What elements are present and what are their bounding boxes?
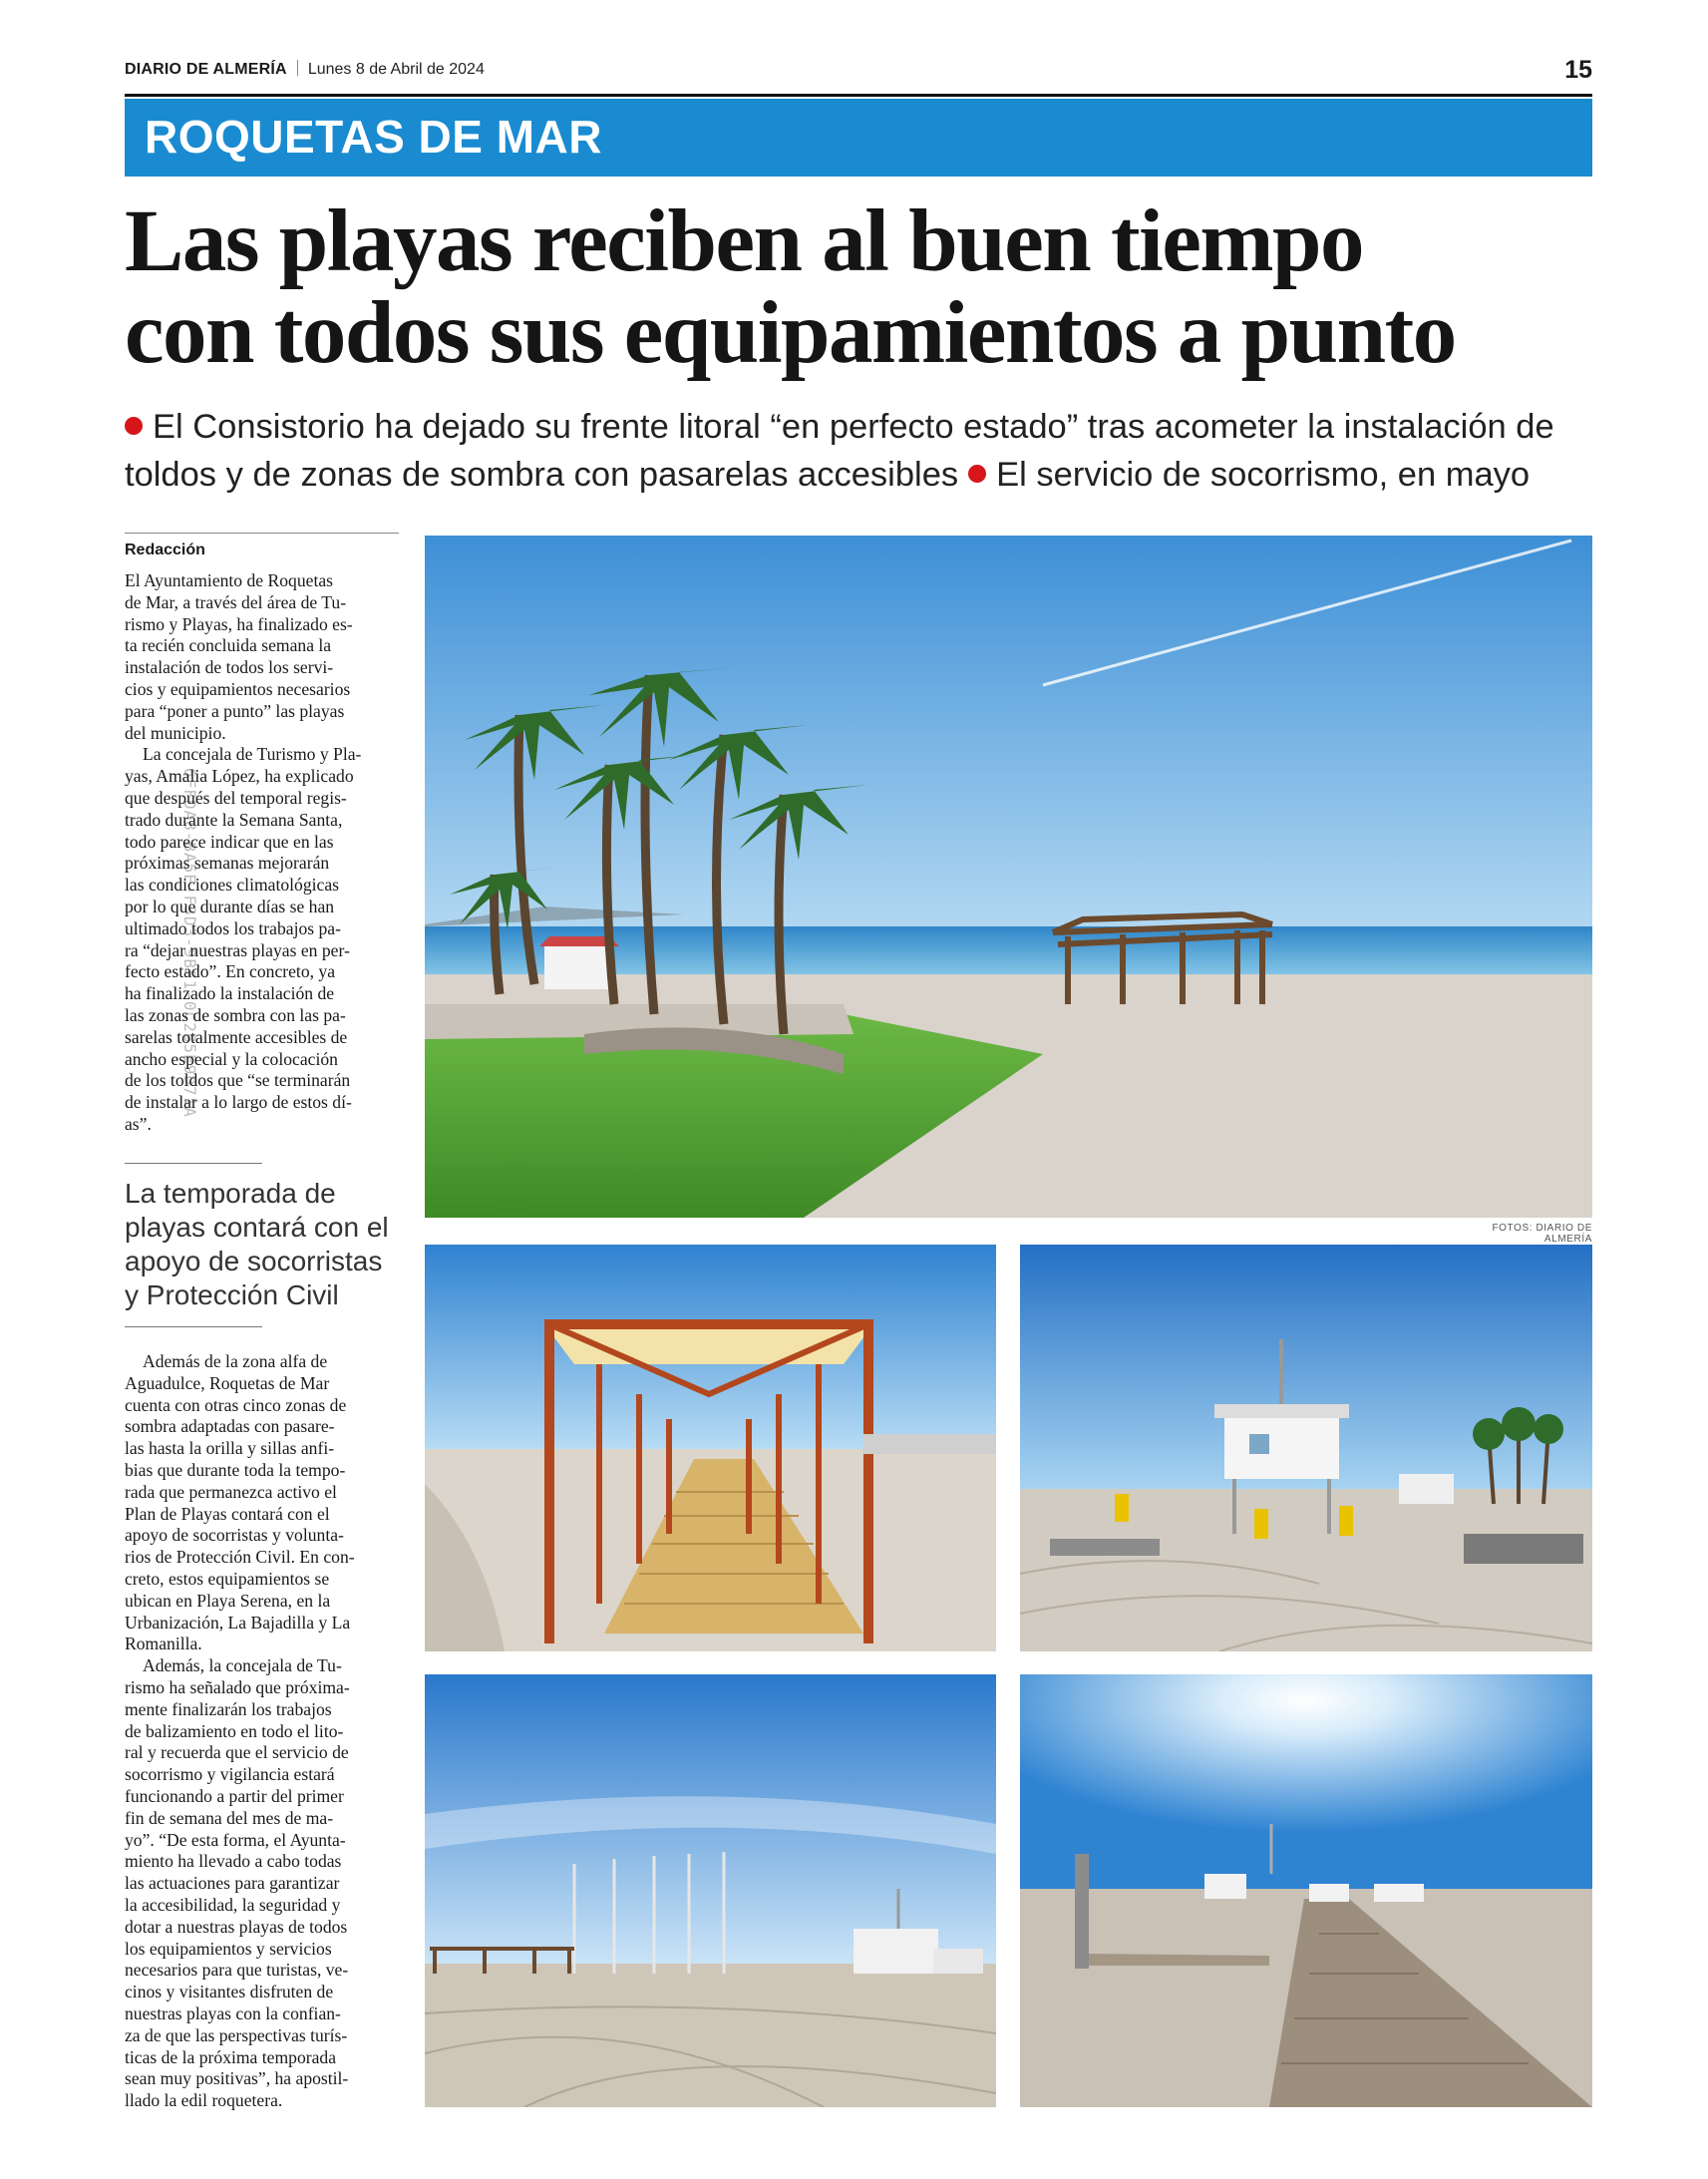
- text-line: ancho especial y la colocación: [125, 1048, 338, 1069]
- text-line: Urbanización, La Bajadilla y La: [125, 1612, 351, 1633]
- subhead-part2: El servicio de socorrismo, en mayo: [996, 456, 1531, 494]
- text-line: que después del temporal regis-: [125, 787, 347, 808]
- text-line: ta recién concluida semana la: [125, 635, 332, 656]
- text-line: cinos y visitantes disfruten de: [125, 1982, 334, 2002]
- text-line: Además de la zona alfa de: [143, 1351, 328, 1371]
- text-line: La concejala de Turismo y Pla-: [143, 744, 362, 765]
- text-line: de Mar, a través del área de Tu-: [125, 591, 347, 612]
- text-line: ubican en Playa Serena, en la: [125, 1590, 331, 1611]
- subhead-line-1: [125, 403, 1600, 451]
- text-line: cios y equipamientos necesarios: [125, 678, 351, 699]
- text-line: las zonas de sombra con las pa-: [125, 1004, 346, 1025]
- watermark: 6FFDA8-BA5E-F3D3-9BF1-0C2B5E9D71A: [180, 768, 199, 1118]
- byline-rule: [125, 533, 399, 534]
- newspaper-name: DIARIO DE ALMERÍA: [125, 61, 287, 78]
- text-line: las actuaciones para garantizar: [125, 1873, 340, 1894]
- text-line: apoyo de socorristas y volunta-: [125, 1525, 344, 1546]
- text-line: las condiciones climatológicas: [125, 875, 339, 896]
- pullquote-line: apoyo de socorristas: [125, 1246, 383, 1276]
- text-line: sarelas totalmente accesibles de: [125, 1026, 348, 1047]
- subhead-part1-line2: toldos y de zonas de sombra con pasarelas accesibles: [125, 456, 959, 494]
- text-line: la accesibilidad, la seguridad y: [125, 1894, 341, 1915]
- bullet-icon: [968, 465, 986, 483]
- section-title: ROQUETAS DE MAR: [145, 111, 602, 163]
- photo-beach-flagpoles: [425, 1674, 996, 2107]
- text-line: instalación de todos los servi-: [125, 657, 334, 678]
- text-line: fin de semana del mes de ma-: [125, 1807, 334, 1828]
- text-line: todo parece indicar que en las: [125, 831, 334, 852]
- text-line: las hasta la orilla y sillas anfi-: [125, 1438, 335, 1459]
- text-line: de balizamiento en todo el lito-: [125, 1720, 344, 1741]
- issue-date: Lunes 8 de Abril de 2024: [307, 61, 485, 78]
- text-line: sean muy positivas”, ha apostil-: [125, 2068, 349, 2089]
- text-line: los equipamientos y servicios: [125, 1938, 332, 1959]
- text-line: miento ha llevado a cabo todas: [125, 1851, 342, 1872]
- text-line: funcionando a partir del primer: [125, 1785, 344, 1806]
- text-line: ha finalizado la instalación de: [125, 983, 335, 1004]
- text-line: socorrismo y vigilancia estará: [125, 1764, 335, 1785]
- text-line: creto, estos equipamientos se: [125, 1568, 330, 1589]
- photo-credit: FOTOS: DIARIO DE ALMERÍA: [1492, 1223, 1592, 1245]
- text-line: Aguadulce, Roquetas de Mar: [125, 1372, 330, 1393]
- section-banner: [125, 99, 1592, 177]
- text-line: ultimado todos los trabajos pa-: [125, 917, 341, 938]
- text-line: El Ayuntamiento de Roquetas: [125, 570, 333, 590]
- photo-beach-palms: [425, 536, 1592, 1218]
- headline: [125, 192, 1600, 382]
- text-line: trado durante la Semana Santa,: [125, 809, 343, 830]
- subheadline: [125, 403, 1600, 499]
- pullquote-line: La temporada de: [125, 1178, 336, 1209]
- text-line: bias que durante toda la tempo-: [125, 1459, 346, 1480]
- headline-line-1: Las playas reciben al buen tiempo: [125, 192, 1363, 290]
- text-line: ticas de la próxima temporada: [125, 2046, 337, 2067]
- text-line: necesarios para que turistas, ve-: [125, 1960, 349, 1981]
- text-line: Plan de Playas contará con el: [125, 1503, 330, 1524]
- headline-line-2: con todos sus equipamientos a punto: [125, 284, 1456, 382]
- text-line: llado la edil roquetera.: [125, 2090, 283, 2111]
- text-line: rismo ha señalado que próxima-: [125, 1676, 350, 1697]
- text-line: mente finalizarán los trabajos: [125, 1698, 332, 1719]
- photo-boardwalk: [1020, 1674, 1592, 2107]
- body-paragraphs-1: [125, 570, 399, 1136]
- text-line: cuenta con otras cinco zonas de: [125, 1394, 347, 1415]
- text-line: za de que las perspectivas turís-: [125, 2024, 348, 2045]
- text-line: Además, la concejala de Tu-: [143, 1655, 342, 1676]
- text-line: rios de Protección Civil. En con-: [125, 1547, 355, 1568]
- header-rule: [125, 94, 1592, 97]
- subhead-part1-line1: El Consistorio ha dejado su frente litoral “en perfecto estado” tras acometer la instalación de: [153, 408, 1554, 446]
- text-line: para “poner a punto” las playas: [125, 700, 345, 721]
- text-line: fecto estado”. En concreto, ya: [125, 961, 336, 982]
- text-line: nuestras playas con la confian-: [125, 2002, 341, 2023]
- pullquote-rule-top: [125, 1163, 262, 1164]
- text-line: yas, Amalia López, ha explicado: [125, 766, 354, 787]
- text-line: yo”. “De esta forma, el Ayunta-: [125, 1829, 346, 1850]
- text-line: de los toldos que “se terminarán: [125, 1070, 351, 1091]
- text-line: de instalar a lo largo de estos dí-: [125, 1092, 352, 1113]
- text-line: próximas semanas mejorarán: [125, 853, 330, 874]
- page-number: 15: [1564, 56, 1592, 84]
- pullquote-line: playas contará con el: [125, 1212, 389, 1243]
- text-line: as”.: [125, 1113, 152, 1134]
- bullet-icon: [125, 417, 143, 435]
- subhead-line-2: [125, 451, 1600, 499]
- text-line: sombra adaptadas con pasare-: [125, 1416, 335, 1437]
- body-paragraphs-2: [125, 1351, 399, 2112]
- text-line: rada que permanezca activo el: [125, 1481, 337, 1502]
- running-head: [125, 56, 1592, 90]
- text-line: por lo que durante días se han: [125, 896, 335, 916]
- runhead-separator: [297, 60, 298, 76]
- text-line: ral y recuerda que el servicio de: [125, 1742, 349, 1763]
- photo-pergola-walkway: [425, 1245, 996, 1651]
- pullquote-line: y Protección Civil: [125, 1279, 339, 1310]
- text-line: dotar a nuestras playas de todos: [125, 1916, 348, 1937]
- byline: Redacción: [125, 542, 205, 558]
- text-line: ra “dejar nuestras playas en per-: [125, 939, 350, 960]
- pullquote-rule-bottom: [125, 1326, 262, 1327]
- text-line: del municipio.: [125, 722, 226, 743]
- photo-lifeguard-tower: [1020, 1245, 1592, 1651]
- text-line: rismo y Playas, ha finalizado es-: [125, 613, 353, 634]
- text-line: Romanilla.: [125, 1634, 202, 1654]
- pullquote: [125, 1177, 404, 1312]
